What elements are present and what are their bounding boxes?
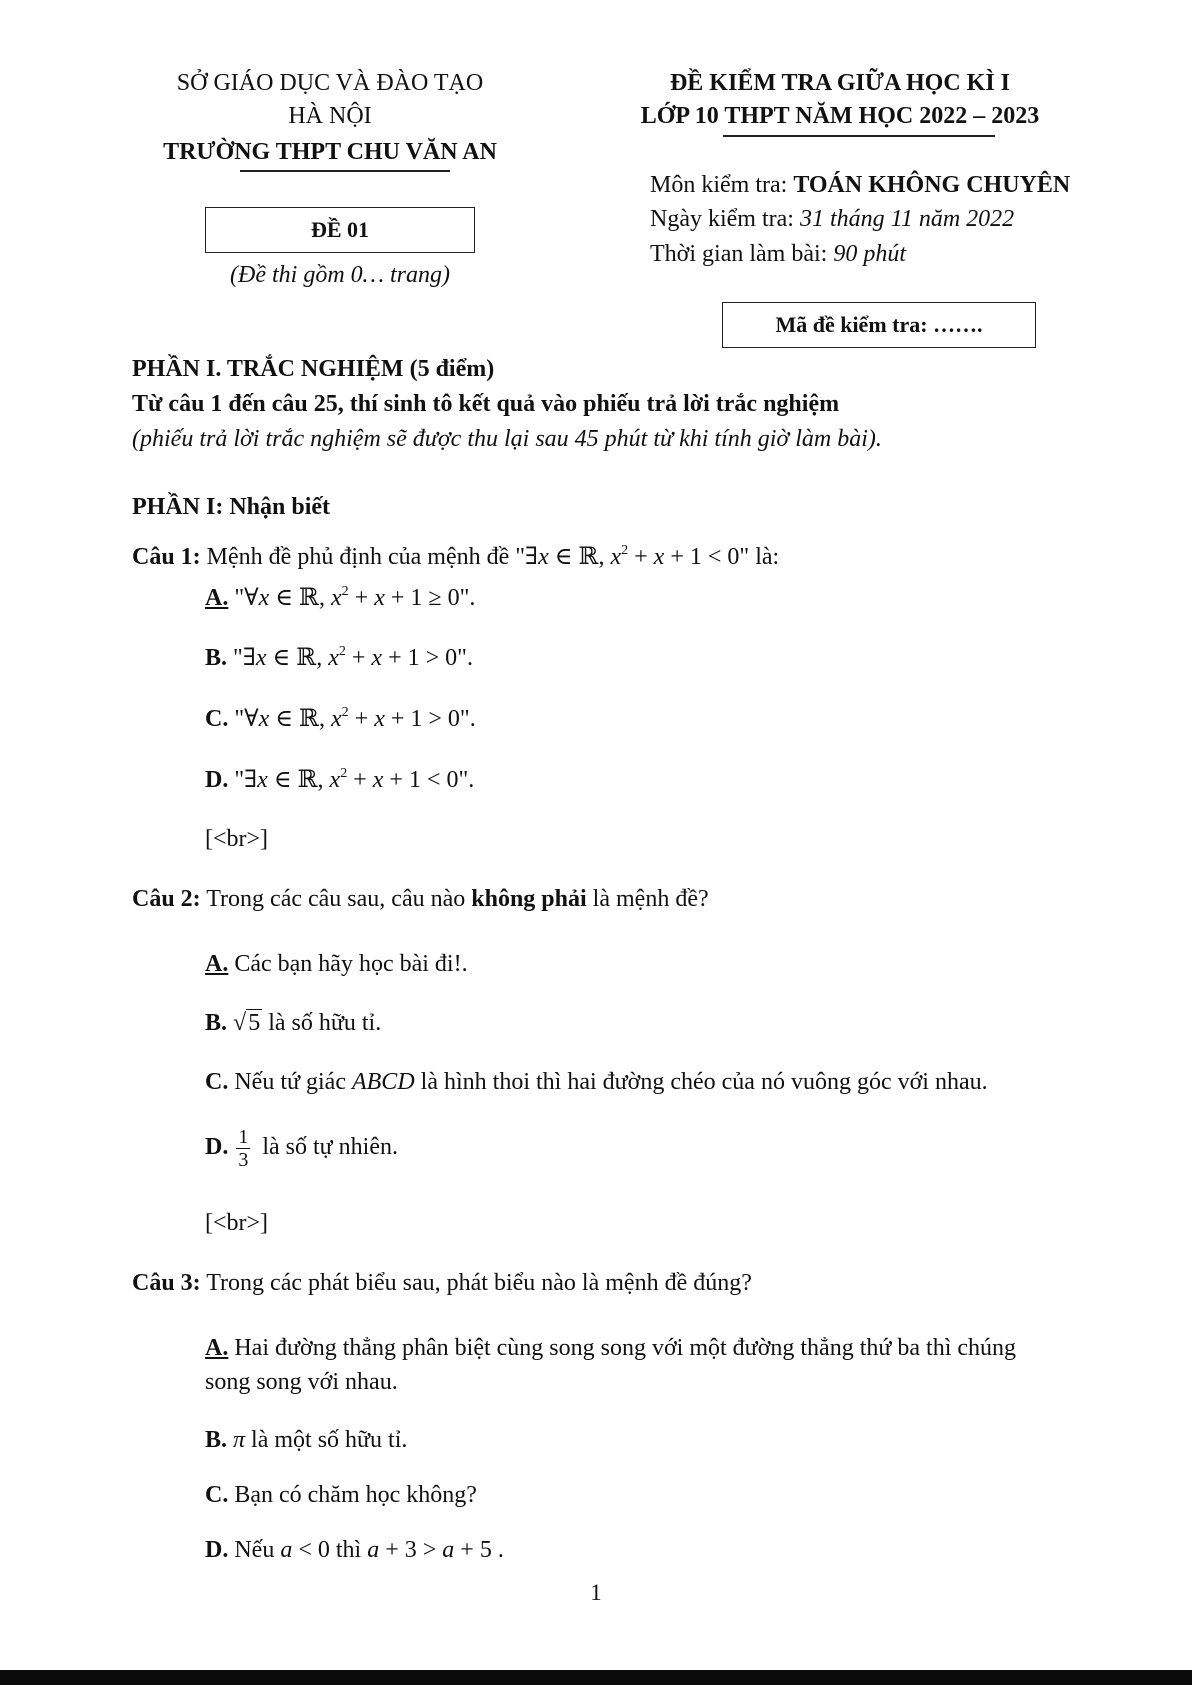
school-underline — [240, 170, 450, 172]
q1-option-a-letter: A. — [205, 585, 229, 611]
part-title: PHẦN I. TRẮC NGHIỆM (5 điểm) — [132, 356, 495, 382]
q3-option-d-text2: thì — [329, 1537, 368, 1563]
q2-option-d[interactable] — [205, 1126, 398, 1171]
page-count-note: (Đề thi gồm 0… trang) — [230, 262, 450, 288]
q2-option-c-letter: C. — [205, 1069, 229, 1095]
fraction-one-third: $\frac{1}{3}$ — [238, 1126, 249, 1171]
q2-option-c-text2: là hình thoi thì hai đường chéo của nó vuông góc với nhau. — [414, 1069, 988, 1095]
school-name: TRƯỜNG THPT CHU VĂN AN — [163, 139, 497, 165]
time-line — [650, 241, 906, 268]
q2-option-b-text: là số hữu tỉ. — [262, 1010, 382, 1036]
page-number: 1 — [590, 1580, 602, 1605]
question-3-label: Câu 3: — [132, 1270, 201, 1296]
pi-symbol: π — [233, 1427, 246, 1453]
exam-code-box: ĐỀ 01 — [205, 207, 475, 253]
date-label: Ngày kiểm tra: — [650, 206, 800, 232]
q3-option-b-letter: B. — [205, 1427, 228, 1453]
part-note: (phiếu trả lời trắc nghiệm sẽ được thu lại sau 45 phút từ khi tính giờ làm bài). — [132, 426, 882, 452]
question-2-bold: không phải — [471, 886, 587, 912]
question-3 — [132, 1270, 752, 1297]
subject-label: Môn kiểm tra: — [650, 172, 794, 198]
q2-option-c[interactable] — [205, 1069, 988, 1096]
subject-value: TOÁN KHÔNG CHUYÊN — [793, 172, 1071, 198]
section-title: PHẦN I: Nhận biết — [132, 494, 331, 520]
q3-option-c-text: Bạn có chăm học không? — [228, 1482, 477, 1508]
question-1-suffix: " là: — [739, 544, 780, 570]
q2-option-a-letter: A. — [205, 951, 229, 977]
question-1-label: Câu 1: — [132, 544, 201, 570]
question-2 — [132, 886, 709, 913]
q3-option-b-text: là một số hữu tỉ. — [245, 1427, 408, 1453]
exam-title: ĐỀ KIỂM TRA GIỮA HỌC KÌ I — [669, 70, 1011, 96]
question-1: Câu 1: Mệnh đề phủ định của mệnh đề "∃x ∈ ℝ, $x^2 + x + 1 < 0$" là: — [132, 543, 780, 570]
q2-option-d-text: là số tự nhiên. — [256, 1134, 398, 1161]
q3-option-d[interactable]: D. Nếu a < 0 thì a + 3 > a + 5 . — [205, 1537, 504, 1563]
part-instruction: Từ câu 1 đến câu 25, thí sinh tô kết quả vào phiếu trả lời trắc nghiệm — [132, 391, 840, 417]
q3-option-a-continued: song song với nhau. — [205, 1369, 398, 1395]
q2-option-a[interactable] — [205, 951, 468, 978]
question-3-text: Trong các phát biểu sau, phát biểu nào là mệnh đề đúng? — [200, 1270, 752, 1296]
q1-option-d[interactable]: D. "∃x ∈ ℝ, $x^2 + x + 1 < 0$". — [205, 766, 475, 793]
question-2-label: Câu 2: — [132, 886, 201, 912]
question-2-text2: là mệnh đề? — [586, 886, 709, 912]
time-value: 90 phút — [833, 241, 906, 267]
q1-option-b[interactable]: B. "∃x ∈ ℝ, $x^2 + x + 1 > 0$". — [205, 644, 473, 671]
subject-line — [650, 172, 1070, 199]
q2-option-a-text: Các bạn hãy học bài đi!. — [228, 951, 468, 977]
q3-option-c-letter: C. — [205, 1482, 229, 1508]
date-line — [650, 206, 1014, 233]
q2-option-c-math: ABCD — [351, 1069, 415, 1095]
q1-option-c[interactable]: C. "∀x ∈ ℝ, $x^2 + x + 1 > 0$". — [205, 705, 476, 732]
q1-option-c-letter: C. — [205, 706, 229, 732]
q1-option-a[interactable]: A. "∀x ∈ ℝ, $x^2 + x + 1 \ge 0$". — [205, 584, 476, 611]
q2-option-c-text1: Nếu tứ giác — [228, 1069, 352, 1095]
q3-option-a-letter: A. — [205, 1335, 229, 1361]
exam-grade-year: LỚP 10 THPT NĂM HỌC 2022 – 2023 — [640, 103, 1040, 129]
q1-option-b-letter: B. — [205, 645, 228, 671]
q2-option-b-letter: B. — [205, 1010, 228, 1036]
time-label: Thời gian làm bài: — [650, 241, 834, 267]
department-name: SỞ GIÁO DỤC VÀ ĐÀO TẠO — [176, 70, 484, 96]
q3-option-a[interactable] — [205, 1335, 1016, 1362]
date-value: 31 tháng 11 năm 2022 — [799, 206, 1015, 232]
title-underline — [723, 135, 995, 137]
q3-option-d-letter: D. — [205, 1537, 229, 1563]
sqrt-5: √5 — [233, 1010, 261, 1036]
q2-break-marker: [<br>] — [205, 1210, 269, 1236]
question-1-prefix: Mệnh đề phủ định của mệnh đề "∃ — [200, 544, 539, 570]
q3-option-b[interactable] — [205, 1427, 407, 1454]
bottom-edge-bar — [0, 1670, 1192, 1685]
city-name: HÀ NỘI — [288, 103, 372, 129]
question-2-text1: Trong các câu sau, câu nào — [200, 886, 472, 912]
q1-break-marker: [<br>] — [205, 826, 269, 852]
q1-option-d-letter: D. — [205, 767, 229, 793]
q3-option-a-text1: Hai đường thẳng phân biệt cùng song song với một đường thẳng thứ ba thì chúng — [228, 1335, 1017, 1361]
q3-option-c[interactable] — [205, 1482, 477, 1509]
q2-option-d-letter: D. — [205, 1134, 229, 1161]
q3-option-d-text1: Nếu — [228, 1537, 281, 1563]
exam-id-box: Mã đề kiểm tra: ……. — [722, 302, 1036, 348]
q2-option-b[interactable] — [205, 1010, 381, 1037]
